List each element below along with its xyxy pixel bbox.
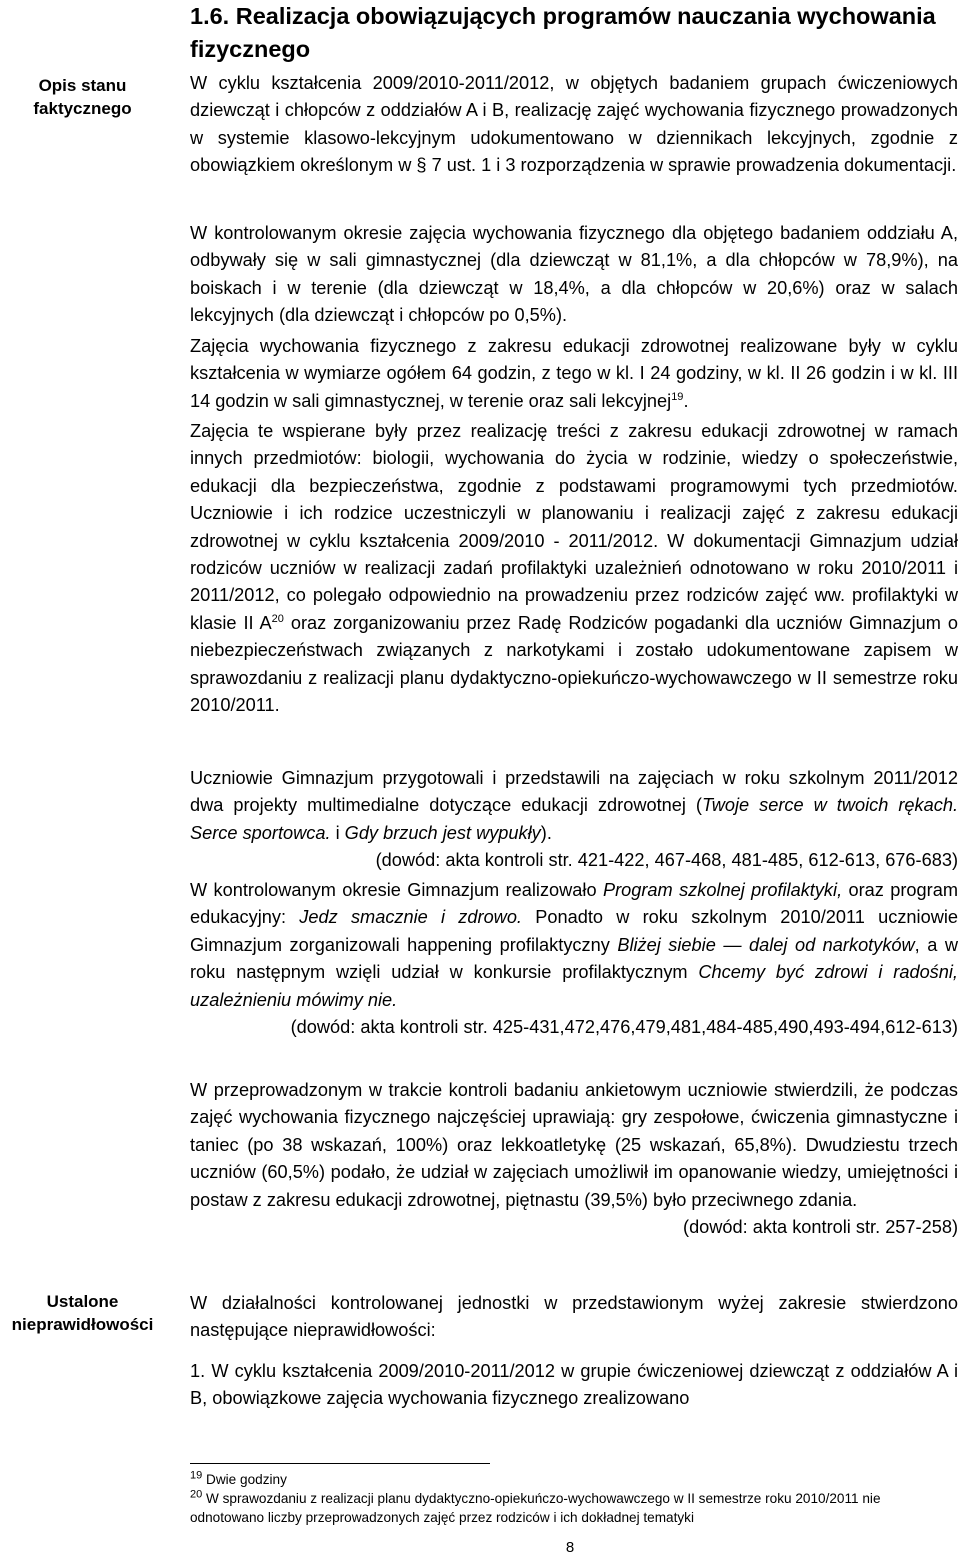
footnote-ref-20[interactable]: 20: [271, 612, 284, 625]
paragraph-6-text-c: Ponadto w roku szkolnym 2010/2011 uczniowie Gimnazjum zorganizowali happening profilaktyczny: [190, 907, 958, 955]
happening-title: Bliżej siebie — dalej od narkotyków: [617, 934, 915, 955]
paragraph-6-text-b: oraz program edukacyjny:: [190, 880, 958, 928]
footnote-20-text: W sprawozdaniu z realizacji planu dydaktyczno-opiekuńczo-wychowawczego w II semestrze roku 2010/2011 nie odnotowano liczby przeprowadzonych zajęć przez rodziców i ich dokładnej tematyki: [190, 1491, 881, 1525]
paragraph-9: [190, 1358, 958, 1413]
paragraph-5-text-a: Uczniowie Gimnazjum przygotowali i przedstawili na zajęciach w roku szkolnym 2011/2012 dwa projekty multimedialne dotyczące edukacji zdrowotnej (: [190, 768, 958, 816]
paragraph-5: [190, 765, 958, 875]
paragraph-8: [190, 1290, 958, 1345]
paragraph-5-text-c: ).: [540, 822, 552, 843]
program-title-1: Program szkolnej profilaktyki,: [602, 880, 843, 900]
proof-reference-1: (dowód: akta kontroli str. 421-422, 467-468, 481-485, 612-613, 676-683): [375, 850, 958, 871]
footnote-separator: [190, 1463, 490, 1464]
paragraph-4: [190, 418, 958, 719]
footnote-19-text: Dwie godziny: [206, 1472, 287, 1487]
paragraph-2-text: W kontrolowanym okresie zajęcia wychowania fizycznego dla objętego badaniem oddziału A, odbywały się w sali gimnastycznej (dla dziewcząt w 81,1%, a dla chłopców w 78,9%), na boiskach i w terenie (dla dziewcząt w 18,4%, a dla chłopców w 20,6%) oraz w salach lekcyjnych (dla dziewcząt i chłopców po 0,5%).: [190, 223, 958, 326]
proof-reference-3: (dowód: akta kontroli str. 257-258): [683, 1217, 958, 1238]
paragraph-9-text: 1. W cyklu kształcenia 2009/2010-2011/2012 w grupie ćwiczeniowej dziewcząt z oddziałów A i B, obowiązkowe zajęcia wychowania fizycznego zrealizowano: [190, 1361, 958, 1409]
footnote-19: [190, 1470, 950, 1489]
paragraph-6-text-a: W kontrolowanym okresie Gimnazjum realizowało: [190, 880, 603, 900]
project-title-1: Twoje serce w twoich rękach. Serce sportowca.: [190, 795, 958, 843]
footnote-20: [190, 1489, 950, 1527]
paragraph-4-body: [190, 418, 958, 719]
footnote-19-number: 19: [190, 1469, 203, 1482]
sidebar-label-opis: Opis stanu faktycznego: [33, 76, 132, 118]
paragraph-4-text: Zajęcia te wspierane były przez realizację treści z zakresu edukacji zdrowotnej w ramach innych przedmiotów: biologii, wychowania do życia w rodzinie, wiedzy o społeczeństwie, edukacji dla bezpieczeństwa, zgodnie z podstawami programowymi tych przedmiotów. Uczniowie i ich rodzice uczestniczyli w planowaniu i realizacji zajęć z zakresu edukacji zdrowotnej w cyklu kształcenia 2009/2010 - 2011/2012. W dokumentacji Gimnazjum udział rodziców uczniów w realizacji zadań profilaktyki uzależnień odnotowano w roku 2010/2011 i 2011/2012, co polegało odpowiednio na prowadzeniu przez rodziców zajęć ww. profilaktyki w klasie II A: [190, 421, 958, 633]
paragraph-6-body: [190, 877, 958, 1014]
paragraph-5-text-b: i: [330, 822, 345, 843]
page-number: 8: [565, 1539, 575, 1556]
paragraph-8-text: W działalności kontrolowanej jednostki w przedstawionym wyżej zakresie stwierdzono następujące nieprawidłowości:: [190, 1293, 958, 1341]
paragraph-1: [190, 70, 958, 180]
paragraph-7-text: W przeprowadzonym w trakcie kontroli badaniu ankietowym uczniowie stwierdzili, że podczas zajęć wychowania fizycznego najczęściej uprawiają: gry zespołowe, ćwiczenia gimnastyczne i taniec (po 38 wskazań, 100%) oraz lekkoatletykę (25 wskazań, 65,8%). Dwudziestu trzech uczniów (60,5%) podało, że udział w zajęciach umożliwił im opanowanie wiedzy, umiejętności i postaw z zakresu edukacji zdrowotnej, piętnastu (39,5%) było przeciwnego zdania.: [190, 1080, 958, 1210]
proof-reference-2: (dowód: akta kontroli str. 425-431,472,476,479,481,484-485,490,493-494,612-613): [290, 1017, 958, 1038]
paragraph-6: [190, 877, 958, 1041]
paragraph-1-text: W cyklu kształcenia 2009/2010-2011/2012, w objętych badaniem grupach ćwiczeniowych dziewcząt i chłopców z oddziałów A i B, realizację zajęć wychowania fizycznego prowadzonych w systemie klasowo-lekcyjnym udokumentowano w dziennikach lekcyjnych, zgodnie z obowiązkiem określonym w § 7 ust. 1 i 3 rozporządzenia w sprawie prowadzenia dokumentacji.: [190, 73, 958, 176]
paragraph-3-text: Zajęcia wychowania fizycznego z zakresu edukacji zdrowotnej realizowane były w cyklu kształcenia w wymiarze ogółem 64 godzin, z tego w kl. I 24 godziny, w kl. II 26 godzin i w kl. III 14 godzin w sali gimnastycznej, w terenie oraz sali lekcyjnej: [190, 336, 958, 411]
section-title: 1.6. Realizacja obowiązujących programów nauczania wychowania fizycznego: [190, 3, 936, 62]
paragraph-7: [190, 1077, 958, 1241]
paragraph-2: [190, 220, 958, 330]
paragraph-3-body: Zajęcia wychowania fizycznego z zakresu edukacji zdrowotnej realizowane były w cyklu kształcenia w wymiarze ogółem 64 godzin, z tego w kl. I 24 godziny, w kl. II 26 godzin i w kl. III 14 godzin w sali gimnastycznej, w terenie oraz sali lekcyjnej$^{19}$.: [190, 336, 958, 411]
paragraph-5-body: [190, 765, 958, 847]
footnote-20-number: 20: [190, 1488, 203, 1501]
paragraph-3: [190, 333, 958, 415]
footnote-ref-19[interactable]: 19: [671, 390, 684, 403]
project-title-2: Gdy brzuch jest wypukły: [344, 822, 541, 843]
contest-title: Chcemy być zdrowi i radośni, uzależnieniu mówimy nie.: [190, 962, 958, 1010]
program-title-2: Jedz smacznie i zdrowo.: [299, 907, 522, 928]
paragraph-6-text-d: , a w roku następnym wzięli udział w konkursie profilaktycznym: [190, 934, 958, 983]
sidebar-label-ustalone: Ustalone nieprawidłowości: [11, 1292, 154, 1334]
paragraph-4-text-b: oraz zorganizowaniu przez Radę Rodziców pogadanki dla uczniów Gimnazjum o niebezpieczeństwach związanych z narkotykami i zostało udokumentowane zapisem w sprawozdaniu z realizacji planu dydaktyczno-opiekuńczo-wychowawczego w II semestrze roku 2010/2011.: [190, 612, 958, 716]
